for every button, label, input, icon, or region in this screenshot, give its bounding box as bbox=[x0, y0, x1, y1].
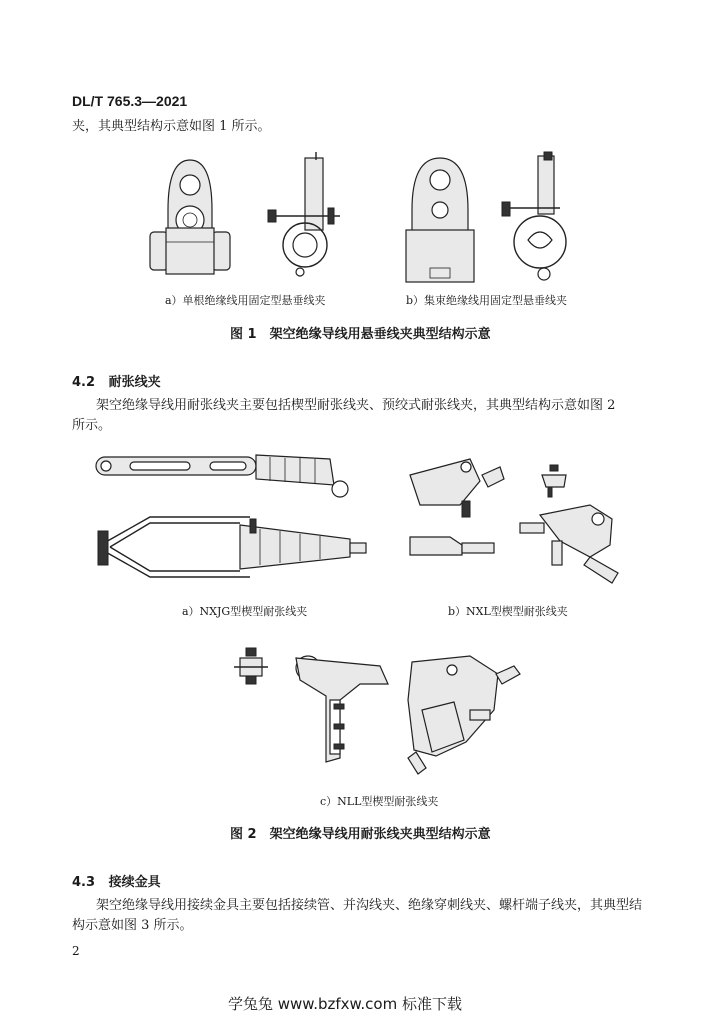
fig1a-front-view bbox=[150, 160, 230, 274]
section-4-2-para-line1: 架空绝缘导线用耐张线夹主要包括楔型耐张线夹、预绞式耐张线夹，其典型结构示意如图 2 bbox=[96, 398, 616, 413]
fig2c-front-view bbox=[296, 656, 388, 762]
section-4-2-heading bbox=[72, 371, 161, 390]
section-number: 4.3 bbox=[72, 875, 96, 890]
watermark: 学兔兔 www.bzfxw.com 标准下载 bbox=[228, 995, 462, 1013]
fig2c-3d-view bbox=[408, 656, 520, 774]
section-4-3-para-line1: 架空绝缘导线用接续金具主要包括接续管、并沟线夹、绝缘穿刺线夹、螺杆端子线夹，其典型结 bbox=[96, 898, 643, 913]
section-4-2-para-line2: 所示。 bbox=[72, 418, 112, 433]
figure2-title: 图 2 架空绝缘导线用耐张线夹典型结构示意 bbox=[230, 827, 491, 842]
figure2-drawings-ab bbox=[90, 445, 650, 595]
figure2-drawing-c bbox=[230, 640, 530, 790]
fig1b-side-view bbox=[502, 152, 566, 280]
fig2c-bolt-view bbox=[234, 648, 268, 684]
figure2-caption-c: c）NLL型楔型耐张线夹 bbox=[320, 795, 439, 808]
fig2b-part-2 bbox=[410, 537, 494, 555]
section-title: 耐张线夹 bbox=[108, 375, 161, 390]
section-number: 4.2 bbox=[72, 375, 96, 390]
section-4-3-heading bbox=[72, 871, 161, 890]
figure1-caption-a: a）单根绝缘线用固定型悬垂线夹 bbox=[165, 294, 326, 307]
figure1-drawings bbox=[140, 150, 590, 290]
section-4-3-para-line2: 构示意如图 3 所示。 bbox=[72, 918, 193, 933]
section-title: 接续金具 bbox=[108, 875, 161, 890]
figure2-caption-a: a）NXJG型楔型耐张线夹 bbox=[182, 605, 308, 618]
document-code: DL/T 765.3—2021 bbox=[72, 93, 188, 109]
figure1-title: 图 1 架空绝缘导线用悬垂线夹典型结构示意 bbox=[230, 327, 491, 342]
fig1a-side-view bbox=[268, 152, 340, 276]
page-number: 2 bbox=[72, 944, 80, 958]
fig2b-part-4 bbox=[520, 505, 618, 583]
fig2a-top-view bbox=[96, 455, 348, 497]
fig2a-side-view bbox=[98, 517, 366, 577]
figure2-caption-b: b）NXL型楔型耐张线夹 bbox=[448, 605, 568, 618]
fig2b-part-3 bbox=[542, 465, 566, 497]
figure1-caption-b: b）集束绝缘线用固定型悬垂线夹 bbox=[406, 294, 568, 307]
intro-paragraph: 夹，其典型结构示意如图 1 所示。 bbox=[72, 119, 271, 134]
fig1b-front-view bbox=[406, 158, 474, 282]
fig2b-part-1 bbox=[410, 459, 504, 517]
